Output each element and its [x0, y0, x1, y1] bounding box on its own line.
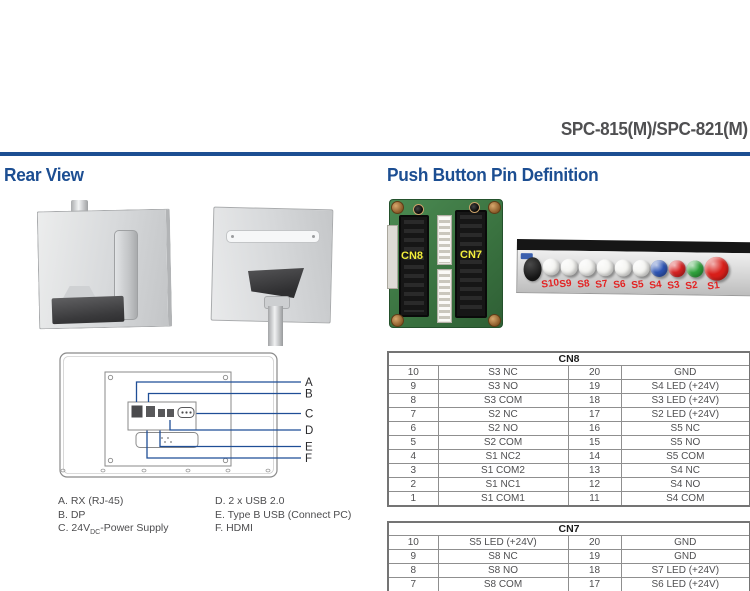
- pin-row: [388, 408, 750, 422]
- rear-io-diagram: [40, 348, 325, 486]
- pin-cell: 1: [388, 492, 438, 507]
- legend-item: C. $24V_{DC}$-Power Supply: [58, 522, 169, 537]
- button-label: S7: [594, 278, 609, 291]
- pin-cell: S5 COM: [621, 450, 750, 464]
- pin-cell: 18: [568, 564, 621, 578]
- pin-cell: S4 COM: [621, 492, 750, 507]
- legend-item: F. HDMI: [215, 522, 253, 534]
- pin-cell: 14: [568, 450, 621, 464]
- pin-cell: GND: [621, 536, 750, 550]
- pin-cell: S3 NC: [438, 366, 568, 380]
- pin-cell: S5 NO: [621, 436, 750, 450]
- pcb-screw: [488, 201, 501, 214]
- pin-row: [388, 550, 750, 564]
- pin-row: [388, 536, 750, 550]
- pin-cell: 18: [568, 394, 621, 408]
- callout-letter-a: A: [305, 377, 313, 389]
- rear-view-photo-stand-mount: [210, 206, 334, 346]
- pin-cell: 15: [568, 436, 621, 450]
- pin-cell: S6 LED (+24V): [621, 578, 750, 591]
- pin-cell: S1 NC2: [438, 450, 568, 464]
- pin-cell: S5 NC: [621, 422, 750, 436]
- pin-cell: S8 NC: [438, 550, 568, 564]
- pin-cell: S5 LED (+24V): [438, 536, 568, 550]
- pin-cell: 2: [388, 478, 438, 492]
- pin-cell: 17: [568, 408, 621, 422]
- button-cap: [596, 259, 613, 276]
- pin-cell: 10: [388, 366, 438, 380]
- cn8-pin-table: [387, 351, 749, 507]
- legend-item: D. 2 x USB 2.0: [215, 495, 285, 507]
- button-cap: [668, 260, 685, 277]
- button-cap: [578, 258, 595, 275]
- wafer-header-top: [437, 215, 452, 265]
- dp-port: [146, 406, 155, 417]
- pin-cell: 13: [568, 464, 621, 478]
- pin-cell: 11: [568, 492, 621, 507]
- button-cap: [650, 259, 667, 276]
- callout-letter-b: B: [305, 388, 313, 401]
- pin-cell: 8: [388, 394, 438, 408]
- button-cap: [686, 260, 703, 277]
- push-button-strip: [516, 239, 750, 298]
- pin-cell: 9: [388, 380, 438, 394]
- pin-row: [388, 564, 750, 578]
- pin-row: [388, 422, 750, 436]
- pin-cell: 7: [388, 578, 438, 591]
- pin-cell: 10: [388, 536, 438, 550]
- stand-pole: [268, 306, 283, 346]
- button-cap: [704, 257, 728, 281]
- legend-col-right: [215, 495, 351, 540]
- rear-view-photo-arm-mount: [38, 200, 170, 340]
- pin-row: [388, 366, 750, 380]
- pcb-screw: [391, 314, 404, 327]
- pin-cell: 12: [568, 478, 621, 492]
- button-cap: [614, 259, 631, 276]
- table-title: CN8: [388, 352, 750, 366]
- pin-cell: S1 COM1: [438, 492, 568, 507]
- pin-cell: S4 LED (+24V): [621, 380, 750, 394]
- pin-cell: S3 LED (+24V): [621, 394, 750, 408]
- pin-cell: S3 COM: [438, 394, 568, 408]
- pin-row: [388, 436, 750, 450]
- button-label: S2: [684, 279, 699, 293]
- pin-cell: GND: [621, 366, 750, 380]
- legend-col-left: [58, 495, 215, 540]
- pin-cell: 19: [568, 550, 621, 564]
- cn8-label: CN8: [401, 250, 424, 262]
- usb-port-2: [167, 409, 174, 417]
- pcb-standoff-screw: [469, 202, 480, 213]
- pin-cell: 3: [388, 464, 438, 478]
- pin-row: [388, 578, 750, 591]
- pin-cell: S8 NO: [438, 564, 568, 578]
- pin-cell: GND: [621, 550, 750, 564]
- callout-letter-c: C: [305, 408, 314, 421]
- callout-letter-f: F: [305, 453, 313, 465]
- pin-cell: S7 LED (+24V): [621, 564, 750, 578]
- legend-item: B. DP: [58, 508, 86, 521]
- usb-port-1: [158, 409, 165, 417]
- pin-cell: 19: [568, 380, 621, 394]
- legend-item: A. RX (RJ-45): [58, 495, 124, 507]
- pin-row: [388, 464, 750, 478]
- button-label: S1: [706, 280, 721, 293]
- section-heading-rear-view: Rear View: [4, 165, 84, 185]
- pin-row: [388, 492, 750, 507]
- page-title: SPC-815(M)/SPC-821(M): [561, 119, 748, 139]
- strip-body: [516, 250, 750, 296]
- section-heading-push-button: Push Button Pin Definition: [387, 165, 599, 185]
- button-cap: [632, 259, 649, 276]
- pin-cell: S2 NO: [438, 422, 568, 436]
- pin-cell: S8 COM: [438, 578, 568, 591]
- pin-cell: 7: [388, 408, 438, 422]
- key-switch: [523, 257, 541, 281]
- cn7-label: CN7: [460, 249, 483, 261]
- pcb-screw: [488, 314, 501, 327]
- header-rule: [0, 152, 750, 156]
- edge-connector: [387, 225, 398, 289]
- pin-cell: S1 NC1: [438, 478, 568, 492]
- button-label: S9: [558, 277, 573, 291]
- button-label: S8: [576, 278, 591, 291]
- button-label: S5: [630, 278, 645, 292]
- pin-cell: S3 NO: [438, 380, 568, 394]
- pin-cell: 20: [568, 536, 621, 550]
- pin-cell: S4 NC: [621, 464, 750, 478]
- table-title: CN7: [388, 522, 750, 536]
- pin-cell: 17: [568, 578, 621, 591]
- button-cap: [542, 258, 559, 275]
- pin-row: [388, 394, 750, 408]
- pin-cell: S2 NC: [438, 408, 568, 422]
- button-label: S3: [666, 279, 681, 292]
- pin-cell: S2 COM: [438, 436, 568, 450]
- pcb-standoff-screw: [413, 204, 424, 215]
- button-cap: [560, 258, 577, 275]
- pin-cell: 5: [388, 436, 438, 450]
- callout-letters: [305, 377, 313, 465]
- pin-cell: 20: [568, 366, 621, 380]
- callout-letter-e: E: [305, 441, 313, 454]
- io-legend: [58, 495, 368, 540]
- rj45-port: [132, 406, 143, 418]
- pin-cell: 8: [388, 564, 438, 578]
- pin-row: [388, 380, 750, 394]
- pin-cell: 4: [388, 450, 438, 464]
- pin-cell: S4 NO: [621, 478, 750, 492]
- pcb-screw: [391, 201, 404, 214]
- mount-block: [52, 296, 125, 324]
- button-label: S10: [540, 277, 560, 291]
- cn7-connector: [455, 210, 487, 318]
- callout-letter-d: D: [305, 425, 314, 437]
- vesa-cover-bar: [226, 230, 320, 243]
- pin-cell: 6: [388, 422, 438, 436]
- lower-cover-outline: [136, 433, 198, 448]
- pin-cell: S2 LED (+24V): [621, 408, 750, 422]
- wafer-header-bottom: [437, 269, 452, 323]
- pin-cell: 9: [388, 550, 438, 564]
- cn8-connector: [399, 215, 429, 317]
- legend-item: E. Type B USB (Connect PC): [215, 508, 352, 521]
- pin-cell: 16: [568, 422, 621, 436]
- button-label: S4: [648, 279, 663, 292]
- pin-row: [388, 450, 750, 464]
- button-label: S6: [612, 278, 627, 292]
- push-button-pcb-photo: [387, 197, 505, 330]
- cn7-pin-table: [387, 521, 749, 591]
- pin-row: [388, 478, 750, 492]
- pin-cell: S1 COM2: [438, 464, 568, 478]
